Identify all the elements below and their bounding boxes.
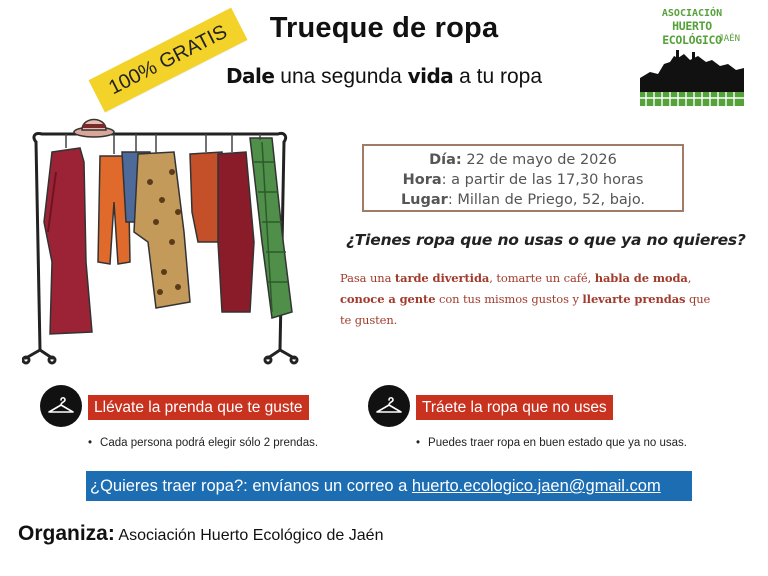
event-location bbox=[364, 190, 682, 210]
tagline-text-2: a tu ropa bbox=[453, 65, 543, 88]
desc-bold: tarde divertida bbox=[394, 271, 490, 285]
event-info-box bbox=[362, 144, 684, 212]
organizer-label: Organiza bbox=[18, 522, 108, 545]
tagline-word-vida: vida bbox=[407, 64, 454, 88]
logo-line-2: HUERTO ECOLÓGICO bbox=[662, 19, 722, 47]
organizer-name: Asociación Huerto Ecológico de Jaén bbox=[114, 527, 384, 544]
hanger-icon bbox=[40, 385, 82, 427]
tagline-text-1: una segunda bbox=[274, 65, 408, 88]
desc-text: Pasa una bbox=[340, 271, 395, 285]
bring-clothes-banner: Tráete la ropa que no uses bbox=[416, 395, 613, 420]
event-time-label: Hora bbox=[402, 172, 442, 188]
event-location-value: : Millan de Priego, 52, bajo. bbox=[447, 192, 646, 208]
event-time-value: : a partir de las 17,30 horas bbox=[441, 172, 644, 188]
desc-text: con tus mismos gustos y bbox=[435, 292, 583, 306]
event-time bbox=[364, 170, 682, 190]
desc-text: , bbox=[687, 271, 692, 285]
contact-email-link[interactable]: huerto.ecologico.jaen@gmail.com bbox=[411, 477, 661, 495]
event-description bbox=[340, 268, 722, 331]
contact-text: ¿Quieres traer ropa?: envíanos un correo a bbox=[90, 477, 412, 495]
castle-hill-icon bbox=[640, 48, 744, 108]
organization-logo bbox=[640, 8, 744, 108]
tagline-word-dale: Dale bbox=[225, 64, 275, 88]
organizer-footer bbox=[18, 522, 383, 546]
desc-text: , tomarte un café, bbox=[489, 271, 595, 285]
event-date-label: Día: bbox=[429, 152, 462, 168]
hanger-icon bbox=[368, 385, 410, 427]
organizer-colon: : bbox=[107, 522, 115, 545]
desc-bold: habla de moda bbox=[594, 271, 688, 285]
question-heading: ¿Tienes ropa que no usas o que ya no quieres? bbox=[346, 231, 746, 249]
page-title: Trueque de ropa bbox=[269, 12, 499, 44]
desc-bold: llevarte prendas bbox=[582, 292, 686, 306]
desc-bold: conoce a gente bbox=[340, 292, 436, 306]
event-location-label: Lugar bbox=[400, 192, 448, 208]
clothes-rack-illustration bbox=[22, 112, 318, 374]
take-garment-note: • Cada persona podrá elegir sólo 2 prendas. bbox=[88, 437, 318, 449]
event-date-value: 22 de mayo de 2026 bbox=[461, 152, 617, 168]
event-date bbox=[364, 150, 682, 170]
take-garment-banner: Llévate la prenda que te guste bbox=[88, 395, 309, 420]
contact-bar bbox=[86, 471, 692, 501]
bring-clothes-note: • Puedes traer ropa en buen estado que ya no usas. bbox=[416, 437, 687, 449]
free-ribbon-text: 100% GRATIS bbox=[105, 20, 231, 99]
logo-line-1: ASOCIACIÓN bbox=[661, 8, 723, 19]
logo-line-3: JAÉN bbox=[718, 34, 740, 44]
desc-text: que te gusten. bbox=[340, 292, 711, 327]
